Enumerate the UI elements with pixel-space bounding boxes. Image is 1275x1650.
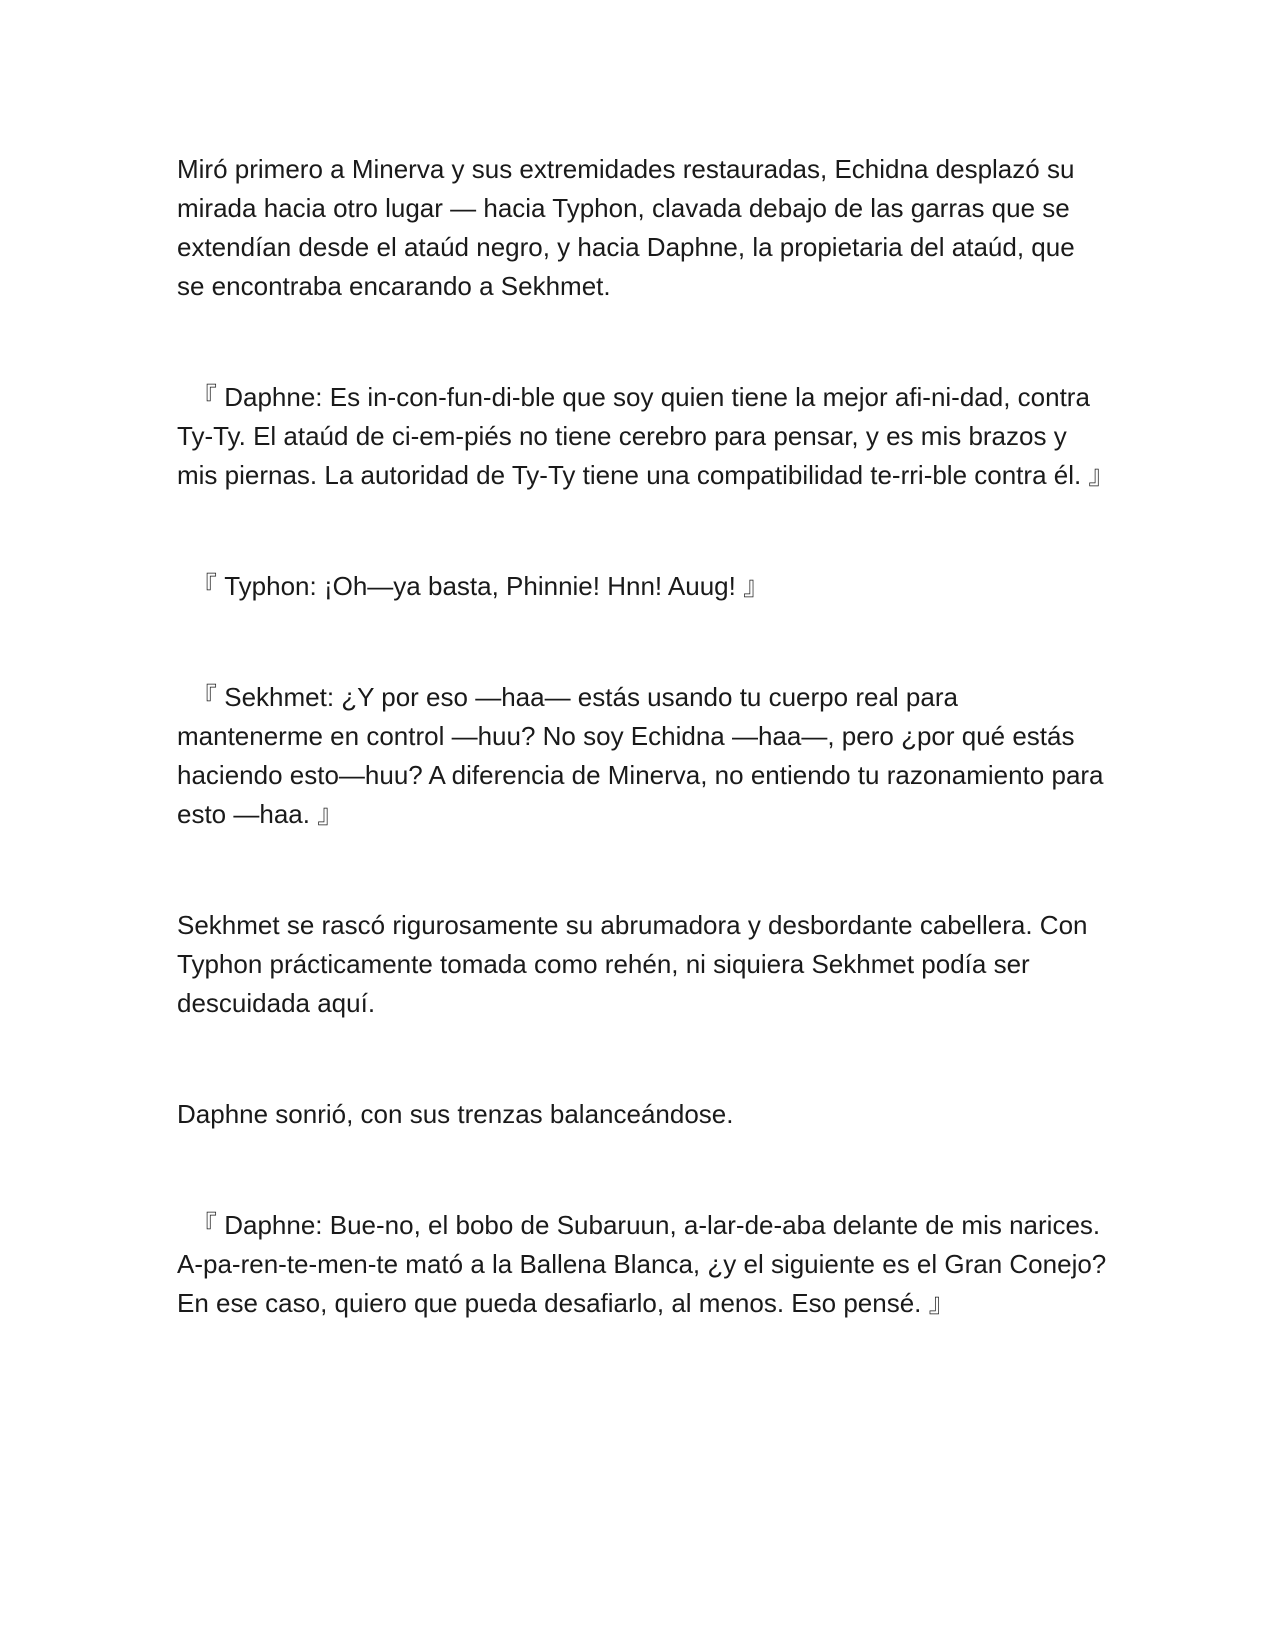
dialogue-sekhmet: 『 Sekhmet: ¿Y por eso —haa— estás usando tu cuerpo real para mantenerme en control —huu? No soy Echidna —haa—, pero ¿por qué estás haciendo esto—huu? A diferencia de Minerva, no entiendo tu razonamiento para esto —haa. 』 (177, 682, 1104, 829)
dialogue-typhon: 『 Typhon: ¡Oh—ya basta, Phinnie! Hnn! Auug! 』 (191, 571, 770, 601)
narration-paragraph: Miró primero a Minerva y sus extremidades restauradas, Echidna desplazó su mirada hacia otro lugar — hacia Typhon, clavada debajo de las garras que se extendían desde el ataúd negro, y hacia Daphne, la propietaria del ataúd, que se encontraba encarando a Sekhmet. (177, 154, 1075, 301)
narration-paragraph: Sekhmet se rascó rigurosamente su abrumadora y desbordante cabellera. Con Typhon prácticamente tomada como rehén, ni siquiera Sekhmet podía ser descuidada aquí. (177, 910, 1088, 1018)
document-body (177, 150, 1115, 1323)
narration-paragraph: Daphne sonrió, con sus trenzas balanceándose. (177, 1099, 734, 1129)
dialogue-daphne-1: 『 Daphne: Es in-con-fun-di-ble que soy quien tiene la mejor afi-ni-dad, contra Ty-Ty. El ataúd de ci-em-piés no tiene cerebro para pensar, y es mis brazos y mis piernas. La autoridad de Ty-Ty tiene una compatibilidad te-rri-ble contra él. 』 (177, 382, 1115, 490)
dialogue-daphne-2: 『 Daphne: Bue-no, el bobo de Subaruun, a-lar-de-aba delante de mis narices. A-pa-ren-te-men-te mató a la Ballena Blanca, ¿y el siguiente es el Gran Conejo? En ese caso, quiero que pueda desafiarlo, al menos. Eso pensé. 』 (177, 1210, 1107, 1318)
